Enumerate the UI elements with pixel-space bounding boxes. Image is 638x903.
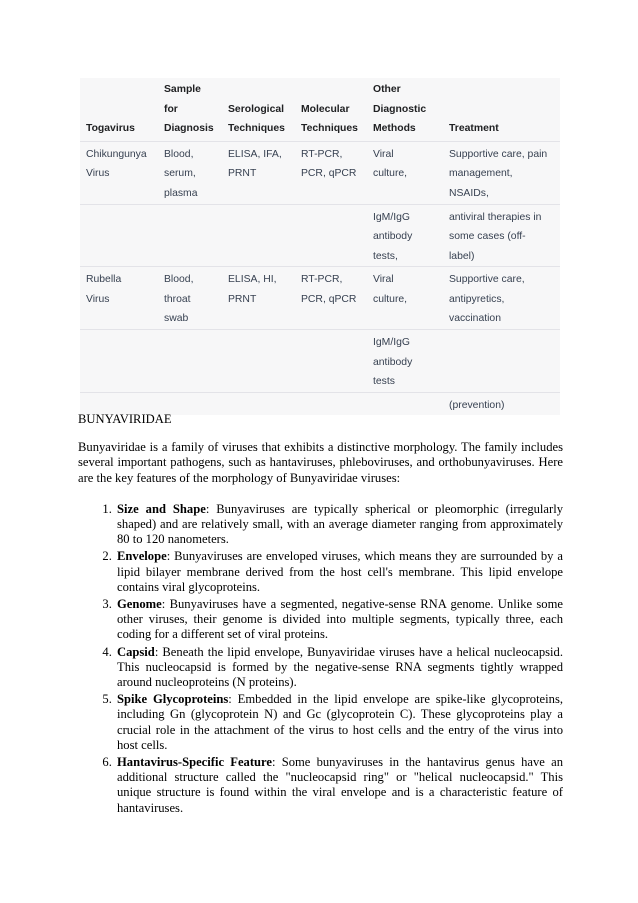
table-cell: [222, 267, 295, 330]
table-cell: [222, 141, 295, 204]
table-cell: [295, 267, 367, 330]
table-cell: [367, 204, 443, 267]
table-cell-text: RT-PCR,: [301, 274, 343, 285]
table-cell-text: culture,: [373, 293, 408, 305]
table-cell: [158, 330, 222, 393]
feature-description: : Some bunyaviruses in the hantavirus genus have an additional structure called the "nucleocapsid ring" or "helical nucleocapsid." This unique structure is found within the viral envelope and is a characteristic feature of hantaviruses.: [117, 755, 563, 815]
table-cell-text: vaccination: [449, 313, 501, 324]
column-header-text: Diagnostic: [373, 103, 427, 115]
table-cell-text: Viral: [373, 148, 394, 160]
table-cell-text: plasma: [164, 187, 198, 199]
table-cell-text: Virus: [86, 168, 110, 179]
column-header-text: Treatment: [449, 123, 499, 134]
table-cell: [80, 141, 158, 204]
table-cell-text: culture,: [373, 168, 408, 179]
table-row: [80, 267, 560, 330]
feature-term: Capsid: [117, 644, 155, 659]
column-header-text: Techniques: [301, 123, 358, 134]
table-cell: [367, 330, 443, 393]
column-header-text: Togavirus: [86, 123, 135, 134]
table-cell-text: management,: [449, 168, 513, 179]
table-cell-text: tests,: [373, 250, 398, 262]
column-header-text: Methods: [373, 123, 416, 134]
table-cell: [80, 330, 158, 393]
column-header: [295, 78, 367, 141]
table-cell-text: RT-PCR,: [301, 148, 343, 160]
table-cell: [367, 141, 443, 204]
table-cell-text: tests: [373, 376, 395, 387]
feature-list: [78, 502, 563, 816]
column-header-text: Molecular: [301, 103, 350, 115]
feature-term: Hantavirus-Specific Feature: [117, 755, 272, 770]
table-cell-text: ELISA, HI,: [228, 274, 277, 285]
feature-item: [115, 755, 563, 816]
table-cell: [80, 204, 158, 267]
column-header: [158, 78, 222, 141]
table-cell: [158, 267, 222, 330]
feature-item: [115, 645, 563, 691]
table-cell: [443, 141, 560, 204]
feature-description: : Bunyaviruses are typically spherical or pleomorphic (irregularly shaped) and are relatively small, with an average diameter ranging from approximately 80 to 120 nanometers.: [117, 501, 563, 547]
table-cell-text: PRNT: [228, 293, 257, 305]
column-header: [80, 78, 158, 141]
feature-item: [115, 692, 563, 753]
table-row: [80, 204, 560, 267]
table-cell-text: NSAIDs,: [449, 187, 489, 199]
table-cell: [443, 267, 560, 330]
table-cell: [80, 267, 158, 330]
table-cell-text: Blood,: [164, 148, 194, 160]
table-cell: [295, 141, 367, 204]
table-cell: [295, 204, 367, 267]
table-cell-text: antibody: [373, 231, 413, 242]
column-header-text: Techniques: [228, 123, 285, 134]
table-cell-text: Supportive care, pain: [449, 148, 548, 160]
column-header-text: Diagnosis: [164, 123, 214, 134]
column-header-text: Serological: [228, 103, 285, 115]
feature-item: [115, 502, 563, 548]
feature-term: Size and Shape: [117, 501, 206, 516]
table-header-row: [80, 78, 560, 141]
table-cell-text: ELISA, IFA,: [228, 148, 282, 160]
feature-term: Genome: [117, 597, 162, 612]
feature-description: : Bunyaviruses have a segmented, negative-sense RNA genome. Unlike some other viruses, their genome is divided into multiple segments, typically three, each coding for a different set of viral proteins.: [117, 597, 563, 642]
feature-term: Spike Glycoproteins: [117, 692, 229, 707]
table-cell-text: PRNT: [228, 168, 257, 179]
table-cell: [295, 330, 367, 393]
table-cell: [158, 141, 222, 204]
column-header-text: Sample: [164, 84, 201, 95]
table-cell-text: some cases (off-: [449, 231, 526, 242]
intro-paragraph: Bunyaviridae is a family of viruses that exhibits a distinctive morphology. The family includes several important pathogens, such as hantaviruses, phleboviruses, and orthobunyaviruses. Here are the key features of the morphology of Bunyaviridae viruses:: [78, 440, 563, 485]
table-cell-text: antiviral therapies in: [449, 211, 542, 223]
feature-item: [115, 597, 563, 643]
table-cell-text: label): [449, 250, 475, 262]
feature-description: : Beneath the lipid envelope, Bunyaviridae viruses have a helical nucleocapsid. This nucleocapsid is formed by the negative-sense RNA segments tightly wrapped around nucleoproteins (N proteins).: [117, 644, 563, 690]
table-row: [80, 330, 560, 393]
column-header: [367, 78, 443, 141]
table-cell-text: Blood,: [164, 274, 194, 285]
feature-item: [115, 549, 563, 595]
table-cell-text: serum,: [164, 168, 196, 179]
column-header: [443, 78, 560, 141]
table-cell-text: antibody: [373, 356, 413, 368]
document-body: [78, 412, 563, 818]
feature-term: Envelope: [117, 549, 167, 564]
feature-description: : Bunyaviruses are enveloped viruses, which means they are surrounded by a lipid bilayer membrane derived from the host cell's membrane. This lipid envelope contains viral glycoproteins.: [117, 549, 563, 594]
table-cell-text: PCR, qPCR: [301, 168, 357, 179]
diagnosis-table: [80, 78, 560, 415]
table-cell-text: Virus: [86, 293, 110, 305]
table-cell-text: throat: [164, 293, 191, 305]
column-header: [222, 78, 295, 141]
table-cell-text: Rubella: [86, 274, 122, 285]
table-cell-text: (prevention): [449, 399, 505, 411]
table-cell-text: IgM/IgG: [373, 337, 410, 348]
table-cell-text: Chikungunya: [86, 148, 147, 160]
column-header-text: Other: [373, 84, 401, 95]
table-cell-text: antipyretics,: [449, 293, 505, 305]
table-cell-text: PCR, qPCR: [301, 293, 357, 305]
table-cell-text: Supportive care,: [449, 274, 525, 285]
table-cell-text: swab: [164, 313, 189, 324]
column-header-text: for: [164, 103, 178, 115]
table-cell-text: Viral: [373, 274, 394, 285]
table-cell: [443, 330, 560, 393]
section-title: BUNYAVIRIDAE: [78, 412, 172, 426]
table-cell: [158, 204, 222, 267]
table-cell: [222, 204, 295, 267]
table-body: [80, 141, 560, 415]
table-cell-text: IgM/IgG: [373, 211, 410, 223]
table-cell: [222, 330, 295, 393]
feature-description: : Embedded in the lipid envelope are spike-like glycoproteins, including Gn (glycoprotein N) and Gc (glycoprotein C). These glycoproteins play a crucial role in the attachment of the virus to host cells and the entry of the virus into host cells.: [117, 692, 563, 752]
table-row: [80, 141, 560, 204]
table-cell: [367, 267, 443, 330]
table-cell: [443, 204, 560, 267]
